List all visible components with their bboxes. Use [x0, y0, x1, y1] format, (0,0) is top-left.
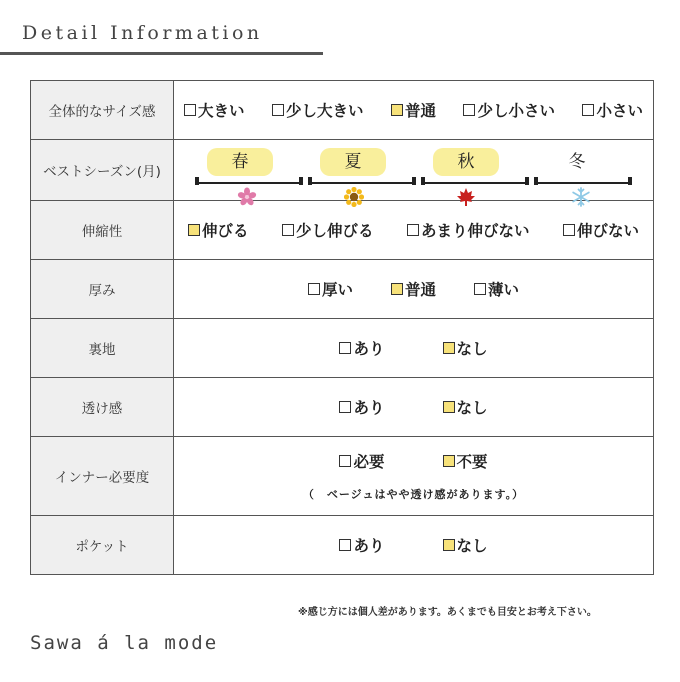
row-value-sheerness: [174, 378, 654, 437]
row-value-pocket: [174, 516, 654, 575]
season-tick: [412, 177, 416, 185]
season-tick: [628, 177, 632, 185]
table-row-season: [31, 140, 654, 201]
checkbox-icon: [474, 283, 486, 295]
season-tick: [421, 177, 425, 185]
stretch-option-none[interactable]: 伸びない: [563, 219, 639, 241]
checkbox-icon: [184, 104, 196, 116]
sunflower-icon: [344, 187, 364, 207]
title-underline: [0, 52, 323, 55]
stretch-option-stretches[interactable]: 伸びる: [188, 219, 249, 241]
row-value-size: [174, 81, 654, 140]
table-row-size: [31, 81, 654, 140]
checkbox-checked-icon: [443, 401, 455, 413]
stretch-option-slightly[interactable]: 少し伸びる: [282, 219, 374, 241]
table-row-pocket: [31, 516, 654, 575]
checkbox-icon: [407, 224, 419, 236]
table-row-lining: [31, 319, 654, 378]
disclaimer-note: ※感じ方には個人差があります。あくまでも目安とお考え下さい。: [298, 607, 597, 618]
size-option-normal[interactable]: 普通: [391, 99, 436, 121]
checkbox-checked-icon: [391, 283, 403, 295]
size-option-large[interactable]: 大きい: [184, 99, 245, 121]
size-option-slightly-small[interactable]: 少し小さい: [463, 99, 555, 121]
row-label-stretch: 伸縮性: [31, 201, 174, 260]
table-row-sheerness: [31, 378, 654, 437]
row-value-inner: [174, 437, 654, 516]
checkbox-icon: [308, 283, 320, 295]
sakura-flower-icon: [237, 187, 257, 207]
size-option-slightly-large[interactable]: 少し大きい: [272, 99, 364, 121]
inner-note: （ ベージュはやや透け感があります。）: [302, 488, 525, 501]
checkbox-icon: [272, 104, 284, 116]
thickness-option-thick[interactable]: 厚い: [308, 278, 353, 300]
sheerness-option-yes[interactable]: あり: [339, 396, 384, 418]
season-tick: [534, 177, 538, 185]
checkbox-checked-icon: [443, 455, 455, 467]
inner-option-needed[interactable]: 必要: [339, 450, 384, 472]
table-row-inner: [31, 437, 654, 516]
checkbox-icon: [339, 455, 351, 467]
table-row-thickness: [31, 260, 654, 319]
season-tick: [195, 177, 199, 185]
stretch-option-barely[interactable]: あまり伸びない: [407, 219, 530, 241]
row-value-lining: [174, 319, 654, 378]
size-option-small[interactable]: 小さい: [582, 99, 643, 121]
row-label-size: 全体的なサイズ感: [31, 81, 174, 140]
pocket-option-yes[interactable]: あり: [339, 534, 384, 556]
thickness-option-thin[interactable]: 薄い: [474, 278, 519, 300]
season-bar-autumn: [423, 182, 527, 184]
season-tick: [299, 177, 303, 185]
season-bar-summer: [310, 182, 414, 184]
row-value-stretch: [174, 201, 654, 260]
checkbox-icon: [339, 539, 351, 551]
checkbox-checked-icon: [188, 224, 200, 236]
thickness-option-normal[interactable]: 普通: [391, 278, 436, 300]
row-value-season: [174, 140, 654, 201]
checkbox-icon: [339, 401, 351, 413]
row-label-season: ベストシーズン(月): [31, 140, 174, 201]
checkbox-icon: [463, 104, 475, 116]
row-label-lining: 裏地: [31, 319, 174, 378]
inner-option-not-needed[interactable]: 不要: [443, 450, 488, 472]
snowflake-icon: [571, 187, 591, 207]
season-spring: 春: [207, 148, 273, 176]
season-tick: [308, 177, 312, 185]
season-bar-spring: [197, 182, 301, 184]
season-summer: 夏: [320, 148, 386, 176]
row-label-pocket: ポケット: [31, 516, 174, 575]
detail-table: [30, 80, 654, 575]
maple-leaf-icon: [456, 187, 476, 207]
lining-option-no[interactable]: なし: [443, 337, 488, 359]
season-winter: 冬: [568, 152, 586, 172]
pocket-option-no[interactable]: なし: [443, 534, 488, 556]
page-title: Detail Information: [22, 22, 263, 44]
checkbox-icon: [339, 342, 351, 354]
row-label-thickness: 厚み: [31, 260, 174, 319]
row-label-inner: インナー必要度: [31, 437, 174, 516]
season-tick: [525, 177, 529, 185]
checkbox-checked-icon: [391, 104, 403, 116]
brand-logo-text: Sawa á la mode: [30, 632, 219, 654]
table-row-stretch: [31, 201, 654, 260]
row-label-sheerness: 透け感: [31, 378, 174, 437]
checkbox-icon: [582, 104, 594, 116]
season-bar-winter: [536, 182, 630, 184]
row-value-thickness: [174, 260, 654, 319]
lining-option-yes[interactable]: あり: [339, 337, 384, 359]
sheerness-option-no[interactable]: なし: [443, 396, 488, 418]
season-autumn: 秋: [433, 148, 499, 176]
checkbox-checked-icon: [443, 539, 455, 551]
checkbox-icon: [563, 224, 575, 236]
checkbox-icon: [282, 224, 294, 236]
checkbox-checked-icon: [443, 342, 455, 354]
